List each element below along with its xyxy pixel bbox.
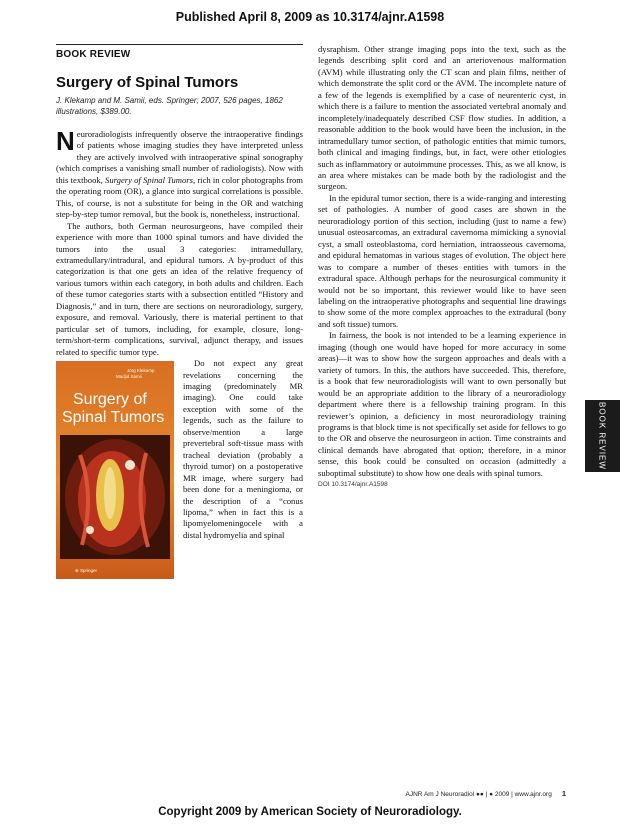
page-number: 1	[561, 789, 566, 798]
section-label: BOOK REVIEW	[56, 49, 131, 60]
footer-journal: AJNR Am J Neuroradiol ●● | ● 2009 | www.ajnr.org	[405, 791, 552, 798]
paragraph-5: In fairness, the book is not intended to be a learning experience in imaging (though one would have hoped for more accuracy in some areas)—it was to show how the surgeon approaches and deals with a variety of tumors. In this, the authors have succeeded. This, therefore, is a book that few neuroradiologists will want to own personally but would be an appropriate addition to the library of a neuroradiology department where there is a fellowship training program. In this reviewer’s opinion, a deficiency in most neuroradiology training programs is that block time is not specifically set aside for fellows to go to the OR and observe the neurosurgeon in action. Time constraints and clinical demands have abrogated that option; therefore, in a minor sense, this book could be consulted on occasion (admittedly a suboptimal substitute) to show how one deals with spinal tumors.	[318, 330, 566, 478]
side-tab-label: BOOK REVIEW	[597, 402, 607, 470]
paragraph-1-text: euroradiologists infrequently observe the intraoperative findings of patients whose imaging studies they have interpreted unless they are actively involved with intraoperative spinal sonography (which comprises a vanishing small number of radiologists). Now with this textbook,	[56, 129, 303, 185]
left-column	[56, 44, 303, 581]
cover-publisher: ⊕ Springer	[75, 568, 98, 574]
article-body-right	[318, 44, 566, 479]
paragraph-3-continued: dysraphism. Other strange imaging pops into the text, such as the legends describing split cord and an arteriovenous malformation (AVM) while illustrating only the CT scan and plain films, neither of which demonstrate the split cord or the AVM. The incomplete nature of a few of the legends is exemplified by a case of neurenteric cyst, in which there is a failure to mention the associated vertebral anomaly and incompletely/inadequately described CSF flow studies. In addition, a reasonable addition to the book would have been the inclusion, in the intramedullary tumor section, of pathologic entities that mimic tumors, both clinical and imaging findings, but, in fact, were other etiologies such as inflammatory or autoimmune processes. This, as we all know, is an area where mistakes can be made both by the radiologist and the surgeon.	[318, 44, 566, 192]
book-cover-image	[56, 361, 174, 579]
published-banner: Published April 8, 2009 as 10.3174/ajnr.A1598	[175, 10, 445, 24]
page-footer	[300, 789, 566, 798]
drop-cap: N	[56, 126, 75, 156]
article-byline: J. Klekamp and M. Samii, eds. Springer; 2007, 526 pages, 1862 illustrations, $389.00.	[56, 96, 283, 116]
section-rule	[56, 44, 303, 45]
cover-title: Surgery of Spinal Tumors	[62, 391, 165, 427]
paragraph-4: In the epidural tumor section, there is a wide-ranging and interesting set of pathologies. A number of good cases are shown in the neuroradiology portion of this section, including (just to name a few) unusual osteosarcomas, an extradural cavernoma mimicking a synovial cyst, a small osteoblastoma, cord herniation, intraosseous cavernoma, and epidural hematomas in various stages of evolution. The object here was to compare a number of theses entities with tumors in the extradural space. Although perhaps for the neurosurgical community it would not be so important, this reviewer would like to have seen labeling on the intraoperative photographs and sequential line drawings to show some of the more complex approaches to the extradural (bony and soft tissue) tumors.	[318, 192, 566, 329]
paragraph-1	[56, 126, 303, 221]
paragraph-1-end: , rich in color photographs from the operating room (OR), a glance into surgical correlations is possible. This, of course, is not a substitute for being in the OR and watching step-by-step tumor removal, but the book is, nonetheless, instructional.	[56, 174, 303, 220]
section-side-tab	[585, 400, 620, 472]
right-column	[318, 44, 566, 488]
copyright-banner: Copyright 2009 by American Society of Neuroradiology.	[158, 806, 462, 818]
cover-authors: Jörg Klekamp Madjid Samii	[116, 368, 155, 380]
article-doi: DOI 10.3174/ajnr.A1598	[318, 481, 388, 489]
paragraph-3	[56, 358, 303, 574]
article-body-left	[56, 126, 303, 574]
book-title-italic: Surgery of Spinal Tumors	[105, 174, 193, 185]
article-title: Surgery of Spinal Tumors	[56, 74, 239, 91]
cover-surgical-photo	[60, 435, 170, 559]
paragraph-3-text: Do not expect any great revelations concerning the imaging (predominately MR imaging). One could take exception with some of the legends, such as the failure to observe/mention a large prevertebral soft-tissue mass with tracheal deviation (probably a thyroid tumor) on a postoperative MR image, where surgery had been done for a meningioma, or the description of a “conus lipoma,” when in fact this is a lipomyelomeningocele with a distal hydromyelia and spinal	[183, 358, 303, 540]
paragraph-2: The authors, both German neurosurgeons, have compiled their experience with more than 1000 spinal tumors and have divided the tumors into the usual 3 categories: intramedullary, extramedullary/intradural, and epidural tumors. A by-product of this categorization is that one gets an idea of the relative frequency of various tumors within each category, in both adults and children. Each of these tumor categories starts with a subsection entitled “History and Diagnosis,” and in turn, there are sections on neuroradiology, surgery, exposure, and removal. Variously, there is material pertinent to that particular set of tumors, including, for example, closure, long-term/short-term complications, survival, adjunct therapy, and issues related to specific tumor type.	[56, 220, 303, 357]
